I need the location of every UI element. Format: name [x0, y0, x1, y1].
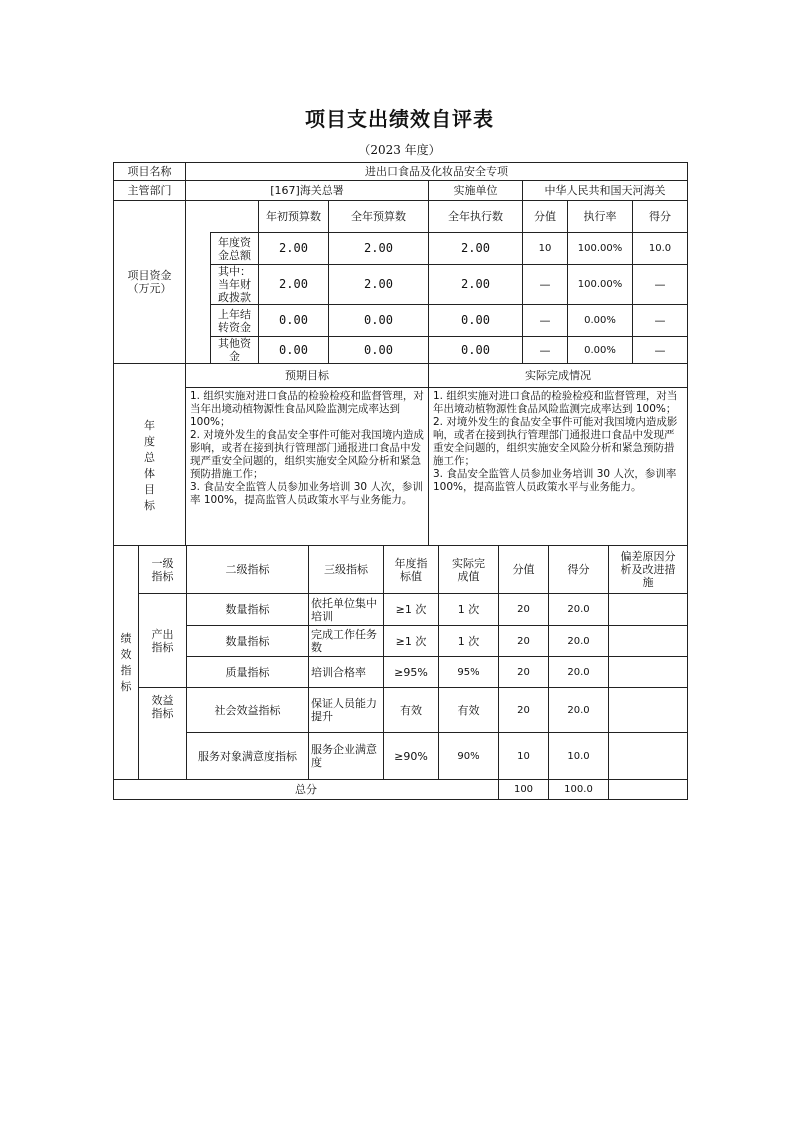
perf-row-target: ≥95%: [384, 657, 439, 688]
goals-label-top: [114, 364, 186, 388]
perf-row-target: 有效: [384, 688, 439, 733]
perf-row: [114, 594, 688, 626]
funds-row: [114, 337, 688, 364]
perf-header-value: 分值: [499, 546, 549, 594]
funds-row-indent: [186, 233, 211, 265]
funds-row-score-value: 10: [523, 233, 568, 265]
funds-row-initial: 2.00: [259, 265, 329, 305]
perf-row-level2: 服务对象满意度指标: [187, 733, 309, 780]
funds-row-score-value: —: [523, 265, 568, 305]
funds-row-score: —: [633, 305, 688, 337]
perf-total-label: 总分: [114, 780, 499, 800]
perf-header-level1: 一级 指标: [139, 546, 187, 594]
funds-row-initial: 0.00: [259, 305, 329, 337]
funds-header-initial: 年初预算数: [259, 201, 329, 233]
dept-label: 主管部门: [114, 181, 186, 201]
perf-group-benefit: 效益 指标: [139, 688, 187, 780]
funds-row-executed: 0.00: [429, 337, 523, 364]
goals-expected-text: 1. 组织实施对进口食品的检验检疫和监督管理，对当年出境动植物源性食品风险监测完成率达到 100%； 2. 对境外发生的食品安全事件可能对我国境内造成影响，或者在接到执行管理部门通报进口食品中发现严重安全问题的，组织实施安全风险分析和紧急预防措施工作； 3. 食品安全监管人员参加业务培训 30 人次，参训率 100%，提高监管人员政策水平与业务能力。: [186, 388, 429, 546]
perf-header-actual: 实际完 成值: [439, 546, 499, 594]
funds-row-indent: [186, 337, 211, 364]
funds-row-annual: 2.00: [329, 233, 429, 265]
perf-row-level2: 数量指标: [187, 594, 309, 626]
perf-row-deviation: [609, 688, 688, 733]
performance-table: [113, 545, 688, 800]
perf-total-value: 100: [499, 780, 549, 800]
dept-value: [167]海关总署: [186, 181, 429, 201]
funds-row-score: —: [633, 265, 688, 305]
funds-row: [114, 305, 688, 337]
funds-row-annual: 0.00: [329, 337, 429, 364]
perf-row-actual: 有效: [439, 688, 499, 733]
perf-total-deviation: [609, 780, 688, 800]
goals-actual-text: 1. 组织实施对进口食品的检验检疫和监督管理，对当年出境动植物源性食品风险监测完成率达到 100%； 2. 对境外发生的食品安全事件可能对我国境内造成影响，或者在接到执行管理部门通报进口食品中发现严重安全问题的，组织实施安全风险分析和紧急预防措施工作； 3. 食品安全监管人员参加业务培训 30 人次，参训率 100%，提高监管人员政策水平与业务能力。: [429, 388, 688, 546]
perf-row-score: 20.0: [549, 626, 609, 657]
funds-row-rate: 100.00%: [568, 233, 633, 265]
project-info-table: [113, 162, 688, 546]
perf-row-level3: 保证人员能力提升: [309, 688, 384, 733]
perf-row: [114, 733, 688, 780]
funds-row-executed: 2.00: [429, 233, 523, 265]
funds-header-annual: 全年预算数: [329, 201, 429, 233]
perf-total-score: 100.0: [549, 780, 609, 800]
funds-row-score: 10.0: [633, 233, 688, 265]
perf-row-value: 20: [499, 594, 549, 626]
perf-row: [114, 657, 688, 688]
perf-row-target: ≥1 次: [384, 626, 439, 657]
perf-row-level2: 质量指标: [187, 657, 309, 688]
perf-row: [114, 688, 688, 733]
perf-header-score: 得分: [549, 546, 609, 594]
goals-label: 年 度 总 体 目 标: [114, 388, 186, 546]
perf-row-deviation: [609, 733, 688, 780]
funds-corner: [186, 201, 259, 233]
funds-header-value: 分值: [523, 201, 568, 233]
perf-row-target: ≥90%: [384, 733, 439, 780]
perf-group-output: 产出 指标: [139, 594, 187, 688]
perf-row-actual: 90%: [439, 733, 499, 780]
funds-row-name: 其他资金: [211, 337, 259, 364]
perf-row-deviation: [609, 594, 688, 626]
funds-header-executed: 全年执行数: [429, 201, 523, 233]
funds-row-executed: 2.00: [429, 265, 523, 305]
funds-row-indent: [186, 305, 211, 337]
perf-row-level3: 完成工作任务数: [309, 626, 384, 657]
perf-row-score: 20.0: [549, 688, 609, 733]
perf-row-value: 20: [499, 657, 549, 688]
perf-row-value: 20: [499, 626, 549, 657]
perf-row-target: ≥1 次: [384, 594, 439, 626]
perf-row-actual: 95%: [439, 657, 499, 688]
perf-row-value: 10: [499, 733, 549, 780]
funds-row-score: —: [633, 337, 688, 364]
perf-header-level2: 二级指标: [187, 546, 309, 594]
funds-header-rate: 执行率: [568, 201, 633, 233]
funds-row-rate: 0.00%: [568, 337, 633, 364]
project-name-value: 进出口食品及化妆品安全专项: [186, 163, 688, 181]
perf-row-actual: 1 次: [439, 594, 499, 626]
perf-row-level3: 依托单位集中培训: [309, 594, 384, 626]
funds-row-annual: 2.00: [329, 265, 429, 305]
perf-header-deviation: 偏差原因分 析及改进措 施: [609, 546, 688, 594]
perf-row-score: 20.0: [549, 594, 609, 626]
perf-row: [114, 626, 688, 657]
goals-actual-header: 实际完成情况: [429, 364, 688, 388]
perf-row-value: 20: [499, 688, 549, 733]
perf-row-score: 20.0: [549, 657, 609, 688]
funds-row-initial: 2.00: [259, 233, 329, 265]
perf-row-level3: 培训合格率: [309, 657, 384, 688]
funds-header-score: 得分: [633, 201, 688, 233]
funds-row-score-value: —: [523, 337, 568, 364]
funds-row-score-value: —: [523, 305, 568, 337]
perf-row-level2: 社会效益指标: [187, 688, 309, 733]
funds-label: 项目资金 （万元）: [114, 201, 186, 364]
goals-expected-header: 预期目标: [186, 364, 429, 388]
perf-label: 绩 效 指 标: [114, 546, 139, 780]
perf-row-deviation: [609, 657, 688, 688]
funds-row-executed: 0.00: [429, 305, 523, 337]
funds-row-rate: 0.00%: [568, 305, 633, 337]
funds-row: [114, 233, 688, 265]
funds-row: [114, 265, 688, 305]
perf-row-score: 10.0: [549, 733, 609, 780]
funds-row-rate: 100.00%: [568, 265, 633, 305]
funds-row-indent: [186, 265, 211, 305]
perf-header-target: 年度指 标值: [384, 546, 439, 594]
perf-total-row: [114, 780, 688, 800]
unit-label: 实施单位: [429, 181, 523, 201]
funds-row-annual: 0.00: [329, 305, 429, 337]
year-subtitle: （2023 年度）: [358, 143, 441, 157]
funds-row-name: 其中：当年财政拨款: [211, 265, 259, 305]
perf-row-level3: 服务企业满意度: [309, 733, 384, 780]
funds-row-name: 年度资金总额: [211, 233, 259, 265]
project-name-label: 项目名称: [114, 163, 186, 181]
perf-row-level2: 数量指标: [187, 626, 309, 657]
page-title: 项目支出绩效自评表: [305, 107, 494, 131]
funds-row-name: 上年结转资金: [211, 305, 259, 337]
perf-header-level3: 三级指标: [309, 546, 384, 594]
perf-row-actual: 1 次: [439, 626, 499, 657]
unit-value: 中华人民共和国天河海关: [523, 181, 688, 201]
perf-row-deviation: [609, 626, 688, 657]
funds-row-initial: 0.00: [259, 337, 329, 364]
